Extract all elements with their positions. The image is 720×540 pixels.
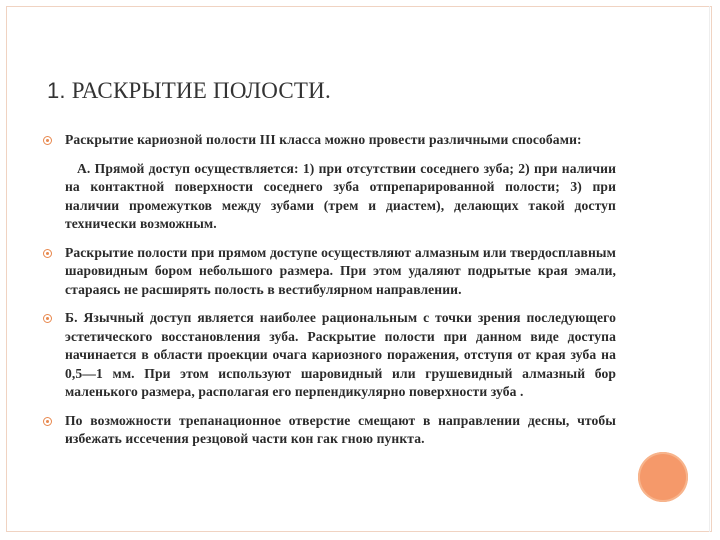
- paragraph-direct-access: А. Прямой доступ осуществляется: 1) при отсутствии соседнего зуба; 2) при наличии на контактной поверхности соседнего зуба отпрепарированной полости; 3) при наличии промежутков между зубами (трем и диастем), делающих такой доступ технически возможным.: [65, 160, 616, 231]
- paragraph-trepanation: По возможности трепанационное отверстие смещают в направлении десны, чтобы избежать иссечения резцовой части кон гак гною пункта.: [65, 412, 616, 446]
- slide-frame-edge: [709, 6, 710, 532]
- list-item-trepanation: [40, 412, 616, 449]
- list-item-direct-access: [40, 160, 616, 234]
- bullet-icon: [43, 314, 52, 323]
- bullet-icon: [43, 136, 52, 145]
- slide-body: [40, 131, 616, 449]
- paragraph-direct-opening: Раскрытие полости при прямом доступе осуществляют алмазным или твердосплавным шаровидным бором небольшого размера. При этом удаляют подрытые края эмали, стараясь не расширять полость в вестибулярном направлении.: [65, 244, 616, 297]
- list-item-direct-opening: [40, 244, 616, 300]
- title-text: РАСКРЫТИЕ ПОЛОСТИ.: [71, 78, 331, 103]
- paragraph-lingual-access: Б. Язычный доступ является наиболее рациональным с точки зрения последующего эстетического восстановления зуба. Раскрытие полости при данном виде доступа начинается в области проекции очага кариозного поражения, отступя от края зуба на 0,5—1 мм. При этом используют шаровидный или грушевидный алмазный бор маленького размера, располагая его перпендикулярно поверхности зуба .: [65, 310, 616, 399]
- slide-title: [47, 78, 331, 104]
- bullet-icon: [43, 249, 52, 258]
- decorative-circle: [638, 452, 688, 502]
- title-number: 1.: [47, 78, 66, 103]
- list-item-intro: [40, 131, 616, 150]
- paragraph-intro: Раскрытие кариозной полости III класса можно провести различными способами:: [65, 132, 582, 147]
- bullet-icon: [43, 417, 52, 426]
- list-item-lingual-access: [40, 309, 616, 402]
